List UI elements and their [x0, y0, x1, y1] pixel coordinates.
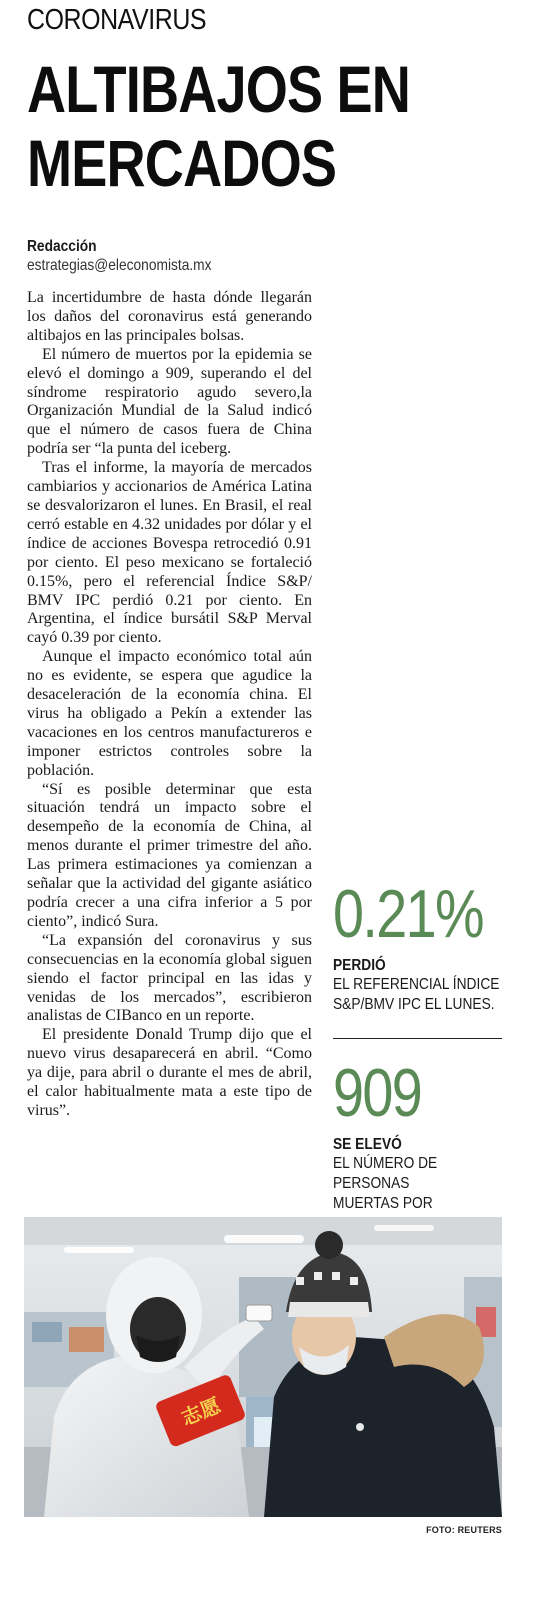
stat-heading: PERDIÓ	[333, 957, 386, 974]
stat-divider	[333, 1038, 502, 1039]
byline-email[interactable]: estrategias@eleconomista.mx	[27, 257, 212, 274]
stat-description-line: MUERTAS POR	[333, 1195, 433, 1212]
stat-description	[333, 975, 505, 1015]
stat-box-index	[333, 878, 503, 1015]
section-label: CORONAVIRUS	[27, 4, 207, 36]
byline-author: Redacción	[27, 238, 97, 255]
headline-line-2: MERCADOS	[27, 126, 337, 200]
thermometer-icon	[246, 1305, 272, 1321]
stat-number: 0.21%	[333, 876, 483, 952]
article-paragraph: El presidente Donald Trump dijo que el nuevo virus desaparecerá en abril. “Como ya dije, para abril o durante el mes de abril, el calor habitualmente mata a este tipo de virus”.	[27, 1026, 312, 1119]
stat-description-line: EL REFERENCIAL ÍNDICE	[333, 976, 500, 993]
news-photo	[24, 1217, 502, 1517]
article-paragraph: “Sí es posible determinar que esta situación tendrá un impacto sobre el desempeño de la economía de China, al menos durante el primer trimestre del año. Las primera estimaciones ya comienzan a señalar que la actividad del gigante asiático podría crecer a una cifra inferior a 5 por ciento”, indicó Sura.	[27, 780, 312, 930]
headline-line-1: ALTIBAJOS EN	[27, 52, 411, 126]
photo-illustration	[24, 1217, 502, 1517]
stat-heading: SE ELEVÓ	[333, 1136, 402, 1153]
stat-description-line: S&P/BMV IPC EL LUNES.	[333, 996, 495, 1013]
armband-text: 志愿	[177, 1393, 224, 1431]
article-paragraph: La incertidumbre de hasta dónde llegarán los daños del coronavirus está generando altibajos en las principales bolsas.	[27, 289, 312, 344]
stat-box-deaths	[333, 1057, 503, 1234]
article-paragraph: “La expansión del coronavirus y sus consecuencias en la economía global siguen siendo el factor principal en las idas y venidas de los mercados”, escribieron analistas de CIBanco en un reporte.	[27, 931, 312, 1025]
headline	[27, 52, 486, 200]
article-paragraph: El número de muertos por la epidemia se elevó el domingo a 909, superando el del síndrome respiratorio agudo severo,la Organización Mundial de la Salud indicó que el número de casos fuera de China podría ser “la punta del iceberg.	[27, 345, 312, 458]
article-paragraph: Aunque el impacto económico total aún no es evidente, se espera que agudice la desaceleración de la economía china. El virus ha obligado a Pekín a extender las vacaciones en los centros manufactureros e imponer estrictos controles sobre la población.	[27, 648, 312, 779]
article-paragraph: Tras el informe, la mayoría de mercados cambiarios y accionarios de América Latina se desvalorizaron el lunes. En Brasil, el real cerró estable en 4.32 unidades por dólar y el índice de acciones Bovespa retrocedió 0.91 por ciento. El peso mexicano se fortaleció 0.15%, pero el referencial Índice S&P/ BMV IPC perdió 0.21 por ciento. En Argentina, el índice bursátil S&P Merval cayó 0.39 por ciento.	[27, 459, 312, 647]
stat-number: 909	[333, 1055, 422, 1131]
stat-description-line: EL NÚMERO DE PERSONAS	[333, 1155, 438, 1192]
article-body	[27, 289, 312, 1121]
photo-credit: FOTO: REUTERS	[426, 1525, 502, 1535]
